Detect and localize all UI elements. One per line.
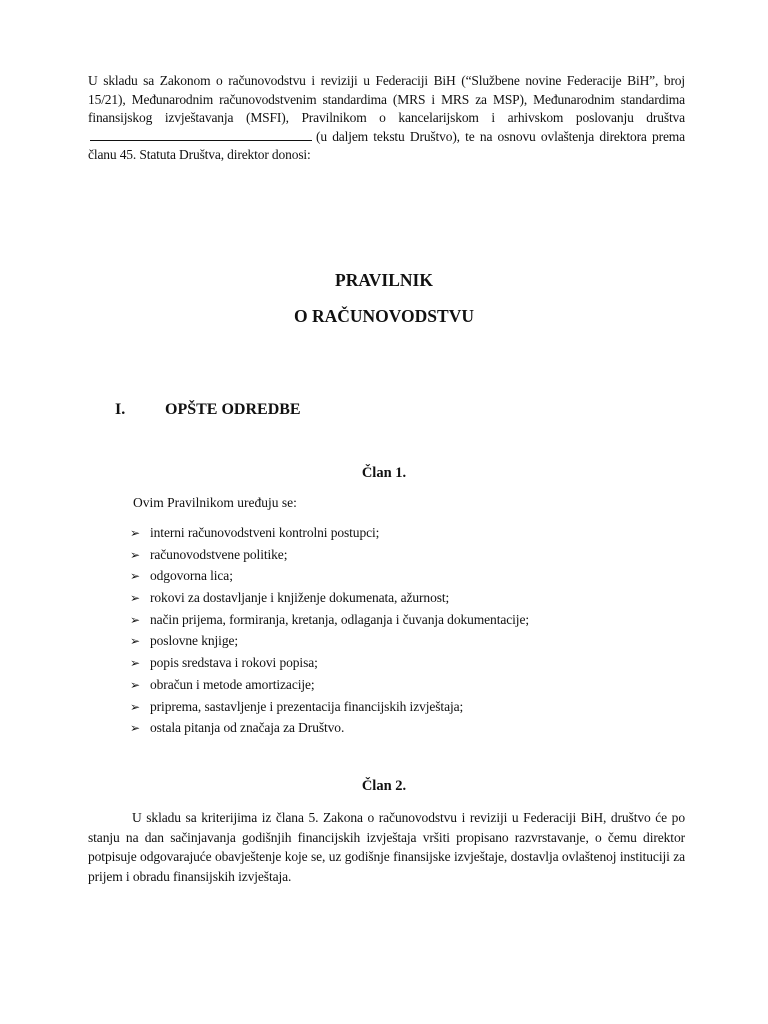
arrow-bullet-icon: ➢ (130, 656, 140, 671)
section-title: OPŠTE ODREDBE (165, 401, 301, 418)
list-item: ➢ odgovorna lica; (130, 565, 529, 587)
list-item: ➢ obračun i metode amortizacije; (130, 674, 529, 696)
arrow-bullet-icon: ➢ (130, 547, 140, 562)
arrow-bullet-icon: ➢ (130, 526, 140, 540)
list-item: ➢ ostala pitanja od značaja za Društvo. (130, 717, 529, 739)
list-item: ➢ priprema, sastavljenje i prezentacija financijskih izvještaja; (130, 696, 529, 718)
document-subtitle: O RAČUNOVODSTVU (293, 306, 474, 326)
intro-text-part1: U skladu sa Zakonom o računovodstvu i reviziji u Federaciji BiH (“Službene novine Federacije BiH”, broj 15/21), Međunarodnim računovodstvenim standardima (MRS i MRS za MSP), Međunarodnim standardima finansijskog izvještavanja (MSFI), Pravilnikom o kancelarijskom i arhivskom poslovanju društva (88, 73, 685, 125)
company-name-blank (90, 129, 312, 141)
arrow-bullet-icon: ➢ (130, 634, 140, 649)
article-1-list (130, 522, 529, 739)
arrow-bullet-icon: ➢ (130, 699, 140, 714)
list-item: ➢ rokovi za dostavljanje i knjiženje dokumenata, ažurnost; (130, 587, 529, 609)
list-item: ➢ interni računovodstveni kontrolni postupci; (130, 522, 529, 544)
intro-paragraph (88, 72, 685, 165)
article-1-heading: Član 1. (361, 465, 407, 481)
article-2-text: U skladu sa kriterijima iz člana 5. Zakona o računovodstvu i reviziji u Federaciji BiH, društvo će po stanju na dan sačinjavanja godišnjih financijskih izvještaja vršiti propisano razvrstavanje, o čemu direktor potpisuje odgovarajuće obavještenje koje se, uz godišnje finansijske izvještaje, dostavlja ovlaštenoj instituciji za prijem i obradu finansijskih izvještaja. (88, 810, 685, 884)
arrow-bullet-icon: ➢ (130, 591, 140, 606)
list-item: ➢ popis sredstava i rokovi popisa; (130, 652, 529, 674)
intro-text-part2: (u daljem tekstu Društvo), te na osnovu ovlaštenja direktora prema članu 45. Statuta Društva, direktor donosi: (88, 128, 685, 162)
section-number: I. (115, 401, 126, 418)
document-title: PRAVILNIK (335, 270, 433, 290)
arrow-bullet-icon: ➢ (130, 721, 140, 736)
article-1-lead: Ovim Pravilnikom uređuju se: (133, 495, 297, 510)
list-item: ➢ način prijema, formiranja, kretanja, odlaganja i čuvanja dokumentacije; (130, 609, 529, 631)
list-item: ➢ računovodstvene politike; (130, 544, 529, 566)
article-2-paragraph (88, 808, 685, 886)
article-2-heading: Član 2. (361, 778, 407, 794)
list-item: ➢ poslovne knjige; (130, 630, 529, 652)
arrow-bullet-icon: ➢ (130, 569, 140, 584)
arrow-bullet-icon: ➢ (130, 612, 140, 627)
arrow-bullet-icon: ➢ (130, 677, 140, 692)
